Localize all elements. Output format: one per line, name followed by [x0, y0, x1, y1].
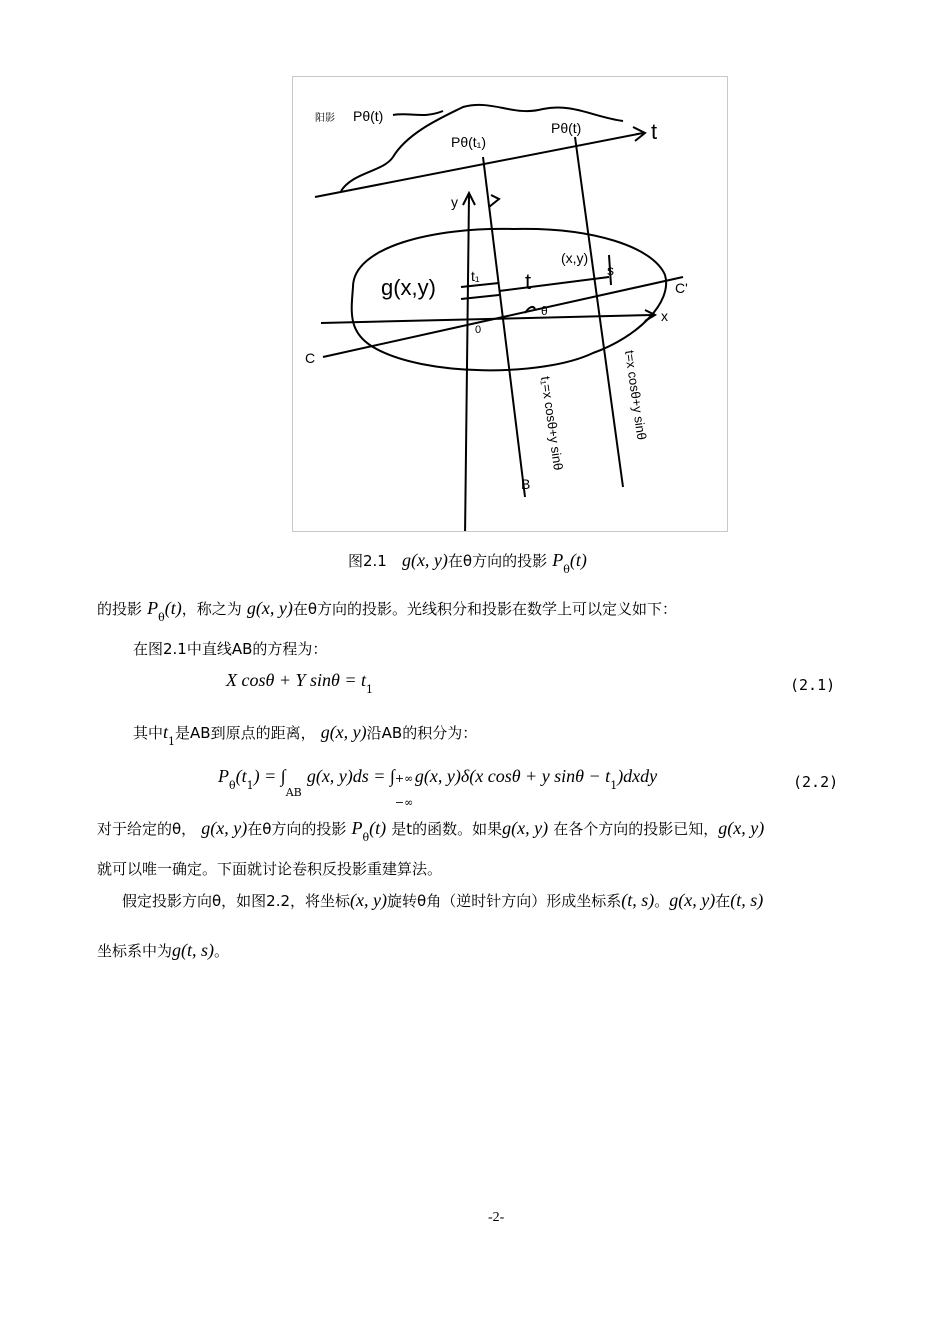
figure-2-1 [292, 76, 728, 532]
sketch-theta: θ [541, 304, 548, 318]
sketch-c: C [305, 350, 316, 366]
para3-g: g(x, y) [320, 722, 367, 742]
eq2-int2-sup: +∞ [394, 772, 414, 785]
t1-bracket [461, 283, 499, 299]
caption-mid: 在θ方向的投影 [447, 552, 548, 570]
para1-P-arg: (t) [164, 598, 182, 618]
eq2-P: P [218, 766, 229, 786]
para6-g: g(x, y) [669, 890, 716, 910]
sketch-s: s [607, 262, 614, 278]
para3-text-a: 其中 [133, 724, 164, 742]
eq2-arg-close: ) = ∫ [253, 766, 286, 786]
sketch-t1: t₁ [471, 268, 480, 284]
equation-2-2-number: (2.2) [793, 773, 839, 791]
line-t [575, 137, 623, 487]
A-mark [489, 195, 499, 207]
para3-text-c: 沿AB的积分为： [366, 724, 478, 742]
para4-g3: g(x, y) [718, 818, 765, 838]
sketch-b: B [521, 476, 531, 492]
sketch-proj-label: Pθ(t) [353, 108, 384, 124]
paragraph-3 [133, 722, 478, 748]
para3-t-sub: 1 [168, 735, 176, 748]
sketch-t: t [525, 269, 532, 294]
sketch-axis-y: y [451, 194, 458, 210]
eq2-arg-open: (t [235, 766, 247, 786]
para7-text-b: 。 [214, 942, 230, 960]
sketch-origin: 0 [475, 324, 482, 336]
eq2-P-sub: θ [229, 779, 236, 792]
paragraph-1 [97, 598, 677, 624]
equation-2-1-number: (2.1) [790, 676, 836, 694]
eq2-arg-sub: 1 [246, 779, 254, 792]
eq2-mid: g(x, y)ds = ∫ [306, 766, 395, 786]
para6-ts2: (t, s) [730, 890, 764, 910]
sketch-eq-t1: t₁=x cosθ+y sinθ [538, 375, 567, 472]
para4-P-arg: (t) [369, 818, 387, 838]
paragraph-2: 在图2.1中直线AB的方程为： [133, 640, 328, 658]
paragraph-7 [97, 940, 229, 961]
para4-P: P [351, 818, 363, 838]
paragraph-5: 就可以唯一确定。下面就讨论卷积反投影重建算法。 [97, 860, 443, 878]
para6-text-a: 假定投影方向θ，如图2.2，将坐标 [122, 892, 351, 910]
para1-text-a: 的投影 [97, 600, 143, 618]
paragraph-6 [122, 890, 763, 911]
para4-text-b: 在θ方向的投影 [247, 820, 347, 838]
proj-label-connector [393, 111, 443, 115]
para4-P-sub: θ [362, 831, 370, 844]
eq2-rhs: g(x, y)δ(x cosθ + y sinθ − t [414, 766, 611, 786]
t-bracket [499, 277, 609, 291]
para1-P: P [147, 598, 159, 618]
caption-g: g(x, y) [401, 550, 448, 570]
equation-2-1 [226, 670, 373, 696]
para6-ts: (t, s) [621, 890, 655, 910]
para7-gts: g(t, s) [172, 940, 215, 960]
caption-P-sub: θ [563, 563, 570, 576]
para1-text-b: ，称之为 [181, 600, 242, 618]
caption-prefix: 图2.1 [348, 552, 387, 570]
para1-g: g(x, y) [246, 598, 293, 618]
sketch-proj-t1: Pθ(t₁) [451, 134, 487, 150]
para6-xy: (x, y) [350, 890, 388, 910]
para3-t: t [163, 722, 169, 742]
caption-P: P [552, 550, 564, 570]
eq1-sub: 1 [365, 683, 373, 696]
sketch-eq-t: t=x cosθ+y sinθ [622, 349, 650, 441]
para6-text-b: 旋转θ角（逆时针方向）形成坐标系 [387, 892, 622, 910]
line-AB [483, 157, 525, 497]
sketch-c-prime: C' [675, 280, 688, 296]
para6-text-d: 在 [715, 892, 731, 910]
equation-2-2 [218, 766, 658, 809]
eq1-lhs: X cosθ + Y sinθ = t [226, 670, 366, 690]
para4-text-c: 是t的函数。如果 [391, 820, 503, 838]
eq2-rhs-close: )dxdy [617, 766, 658, 786]
sketch-axis-t: t [651, 119, 658, 144]
para1-text-c: 在θ方向的投影。光线积分和投影在数学上可以定义如下： [292, 600, 677, 618]
sketch-axis-x: x [661, 308, 668, 324]
caption-P-arg: (t) [569, 550, 587, 570]
sketch-point: (x,y) [561, 250, 589, 266]
paragraph-4 [97, 818, 765, 844]
page-number: -2- [488, 1210, 505, 1225]
para1-P-sub: θ [158, 611, 165, 624]
para4-text-a: 对于给定的θ， [97, 820, 197, 838]
para3-text-b: 是AB到原点的距离， [175, 724, 316, 742]
sketch-proj-t2: Pθ(t) [551, 120, 582, 136]
para4-g1: g(x, y) [201, 818, 248, 838]
para4-g2: g(x, y) [502, 818, 549, 838]
sketch-proj-prefix: 阳影 [315, 113, 335, 124]
projection-sketch [293, 77, 727, 531]
para7-text-a: 坐标系中为 [97, 942, 173, 960]
eq2-int2-sub: −∞ [394, 796, 414, 809]
figure-caption [348, 550, 587, 576]
y-axis-line [465, 195, 469, 531]
x-axis-line [321, 315, 653, 323]
para6-text-c: 。 [654, 892, 670, 910]
eq2-rhs-sub: 1 [610, 779, 618, 792]
sketch-gxy: g(x,y) [381, 275, 436, 300]
eq2-int1-sub: AB [285, 786, 302, 799]
para4-text-d: 在各个方向的投影已知， [553, 820, 719, 838]
